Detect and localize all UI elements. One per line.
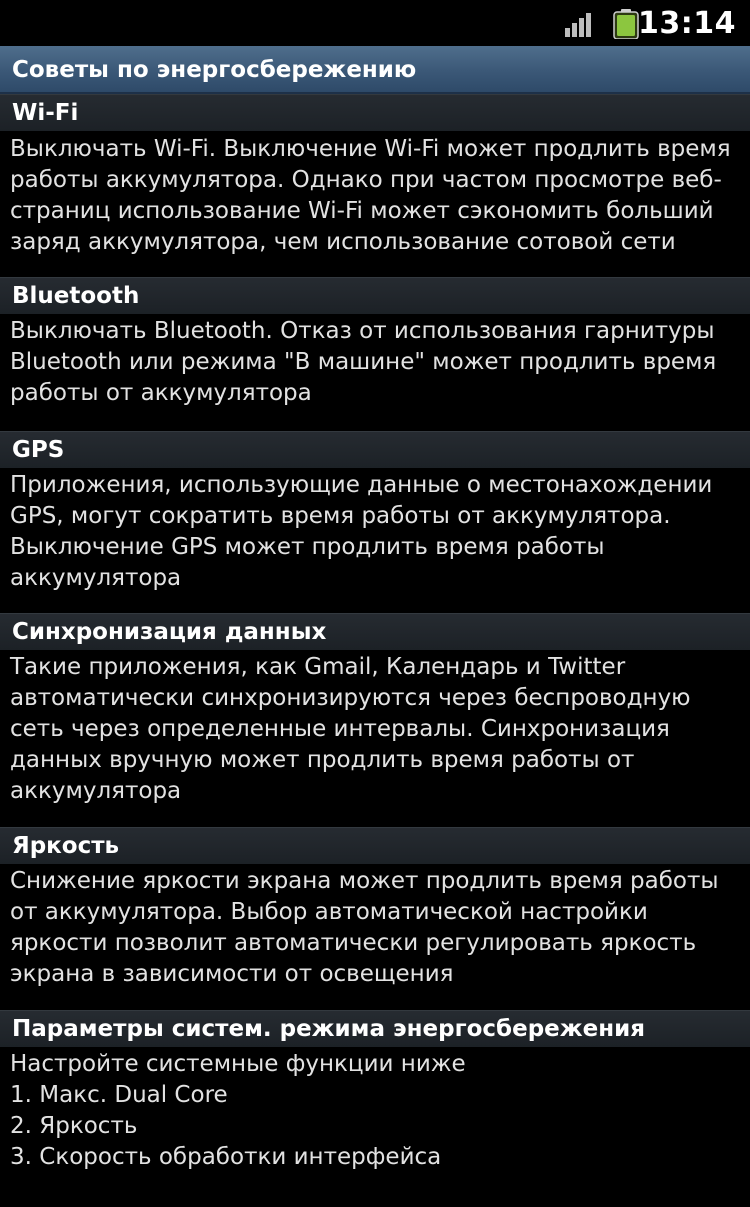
section-text-line: Приложения, использующие данные о местонахождении — [10, 472, 713, 498]
section-data-sync — [0, 613, 750, 827]
section-text-line: сеть через определенные интервалы. Синхронизация — [10, 716, 670, 742]
section-text-line: страниц использование Wi-Fi может сэкономить больший — [10, 198, 714, 224]
section-body-wifi — [0, 131, 750, 277]
status-bar — [0, 0, 750, 46]
section-text-line: Bluetooth или режима "В машине" может продлить время — [10, 349, 717, 375]
section-text-line: аккумулятора — [10, 565, 182, 591]
section-header-wifi: Wi-Fi — [0, 94, 750, 131]
section-header-power-saving-params: Параметры систем. режима энергосбережения — [0, 1010, 750, 1047]
section-text-line: яркости позволит автоматически регулировать яркость — [10, 930, 697, 956]
section-text-line: Выключение GPS может продлить время работы — [10, 534, 605, 560]
section-text-line: 2. Яркость — [10, 1113, 138, 1139]
section-text-line: экрана в зависимости от освещения — [10, 961, 454, 987]
section-text-line: автоматически синхронизируются через беспроводную — [10, 685, 691, 711]
section-power-saving-params — [0, 1010, 750, 1207]
section-body-gps — [0, 468, 750, 613]
section-text-line: Снижение яркости экрана может продлить время работы — [10, 868, 719, 894]
section-text-line: Настройте системные функции ниже — [10, 1051, 466, 1077]
section-header-data-sync: Синхронизация данных — [0, 613, 750, 650]
section-gps — [0, 431, 750, 613]
section-text-line: GPS, могут сократить время работы от аккумулятора. — [10, 503, 671, 529]
battery-icon — [613, 9, 639, 39]
page-title: Советы по энергосбережению — [12, 57, 417, 83]
section-text-line: аккумулятора — [10, 778, 182, 804]
section-text-line: данных вручную может продлить время работы от — [10, 747, 635, 773]
section-body-bluetooth — [0, 314, 750, 431]
status-clock: 13:14 — [638, 6, 736, 41]
section-text-line: 1. Макс. Dual Core — [10, 1082, 228, 1108]
section-header-brightness: Яркость — [0, 827, 750, 864]
section-text-line: Выключать Bluetooth. Отказ от использования гарнитуры — [10, 318, 715, 344]
tips-list — [0, 94, 750, 1207]
section-header-gps: GPS — [0, 431, 750, 468]
section-text-line: заряд аккумулятора, чем использование сотовой сети — [10, 229, 676, 255]
section-text-line: 3. Скорость обработки интерфейса — [10, 1144, 442, 1170]
section-text-line: Выключать Wi-Fi. Выключение Wi-Fi может продлить время — [10, 136, 731, 162]
section-body-brightness — [0, 864, 750, 1010]
section-wifi — [0, 94, 750, 277]
section-header-bluetooth: Bluetooth — [0, 277, 750, 314]
section-text-line: от аккумулятора. Выбор автоматической настройки — [10, 899, 648, 925]
section-bluetooth — [0, 277, 750, 431]
section-body-power-saving-params — [0, 1047, 750, 1207]
signal-bars-icon — [565, 13, 593, 37]
title-bar — [0, 46, 750, 94]
section-text-line: работы аккумулятора. Однако при частом просмотре веб- — [10, 167, 722, 193]
section-text-line: Такие приложения, как Gmail, Календарь и Twitter — [10, 654, 626, 680]
section-body-data-sync — [0, 650, 750, 827]
section-brightness — [0, 827, 750, 1010]
section-text-line: работы от аккумулятора — [10, 380, 312, 406]
